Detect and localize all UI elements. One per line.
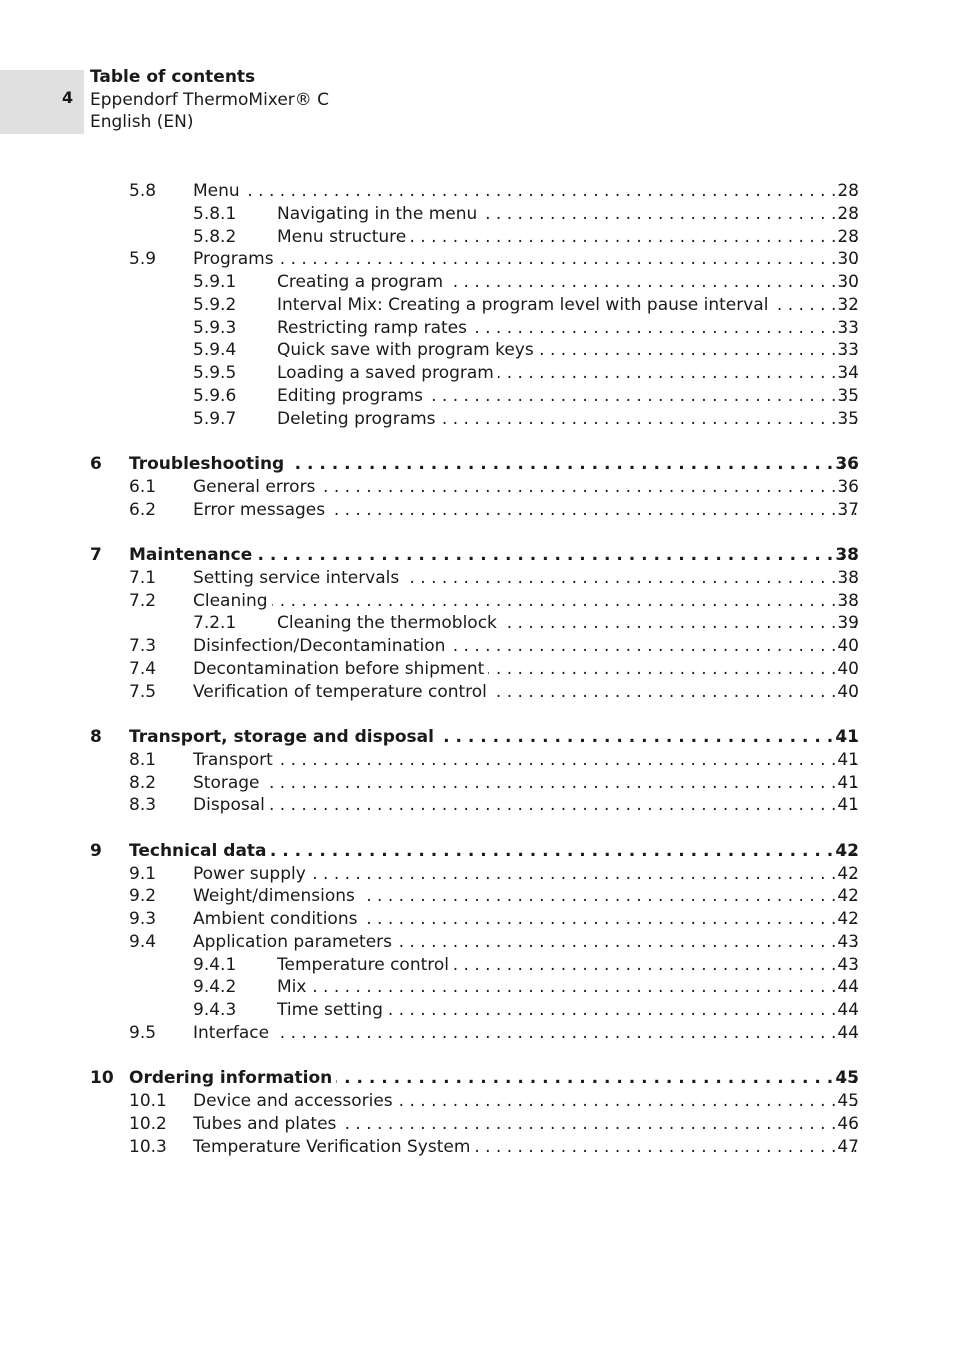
toc-entry-title: Interface — [193, 1022, 270, 1043]
toc-entry-page: 45 — [835, 1068, 859, 1089]
toc-entry-title-wrap — [129, 544, 858, 567]
toc-entry-title-wrap — [277, 954, 858, 977]
toc-entry-page: 38 — [837, 590, 859, 611]
toc-entry-page: 46 — [837, 1113, 859, 1134]
toc-entry-title: Application parameters — [193, 931, 392, 952]
toc-entry-number: 6 — [90, 454, 102, 474]
toc-entry-page: 42 — [837, 863, 859, 884]
toc-entry-title-wrap — [193, 772, 858, 795]
toc-entry-page: 33 — [837, 340, 859, 361]
toc-entry-title-wrap — [193, 476, 858, 499]
toc-entry-page: 41 — [837, 772, 859, 793]
toc-leader-dots — [272, 590, 858, 613]
toc-entry-title-wrap — [129, 453, 858, 476]
toc-entry-title-wrap — [277, 385, 858, 408]
toc-entry-title-wrap — [129, 726, 858, 749]
toc-entry-title-wrap — [277, 612, 858, 635]
toc-entry-number: 8.1 — [129, 749, 157, 770]
toc-entry-number: 6.1 — [129, 476, 157, 497]
toc-entry-title-wrap — [277, 976, 858, 999]
toc-entry-title-wrap — [129, 1067, 858, 1090]
toc-entry[interactable] — [0, 385, 954, 408]
running-header — [90, 66, 329, 134]
toc-entry-page: 43 — [837, 931, 859, 952]
toc-entry[interactable] — [0, 749, 954, 772]
toc-entry-title: Verification of temperature control — [193, 681, 487, 702]
toc-entry-title: Error messages — [193, 499, 326, 520]
toc-entry-title: Device and accessories — [193, 1091, 393, 1111]
toc-entry-number: 9.4.1 — [193, 954, 237, 975]
toc-entry-page: 44 — [837, 977, 859, 998]
toc-leader-dots — [453, 954, 858, 977]
toc-entry-title: Disinfection/Decontamination — [193, 636, 446, 656]
toc-entry-title-wrap — [193, 499, 858, 522]
toc-entry-title: Menu — [193, 181, 240, 201]
toc-entry-page: 38 — [835, 545, 859, 565]
toc-entry-page: 39 — [837, 613, 859, 634]
toc-leader-dots — [387, 999, 858, 1022]
toc-leader-dots — [449, 635, 858, 658]
toc-entry-number: 7.5 — [129, 681, 157, 702]
toc-entry-title: Transport, storage and disposal — [129, 727, 434, 747]
toc-entry-title: Decontamination before shipment — [193, 658, 485, 679]
toc-entry-number: 9.4 — [129, 931, 157, 952]
toc-entry-number: 5.9.3 — [193, 317, 237, 338]
toc-leader-dots — [474, 1136, 858, 1159]
toc-entry-page: 38 — [837, 567, 859, 588]
toc-entry-title: Navigating in the menu — [277, 203, 478, 224]
toc-entry-number: 10.3 — [129, 1136, 167, 1157]
toc-entry-title-wrap — [193, 658, 858, 681]
toc-entry-title-wrap — [277, 294, 858, 317]
toc-entry[interactable] — [0, 567, 954, 590]
toc-entry-number: 10.1 — [129, 1091, 167, 1111]
toc-entry-number: 5.9 — [129, 249, 157, 270]
toc-entry-page: 28 — [837, 203, 859, 224]
toc-entry-page: 33 — [837, 317, 859, 338]
toc-entry-page: 37 — [837, 499, 859, 520]
toc-leader-dots — [269, 794, 858, 817]
toc-entry-title: Temperature Verification System — [193, 1136, 471, 1157]
toc-entry-title: Troubleshooting — [129, 454, 285, 474]
toc-entry-title-wrap — [193, 248, 858, 271]
toc-entry-number: 7.4 — [129, 658, 157, 679]
toc-entry-number: 9.1 — [129, 863, 157, 884]
toc-entry-number: 9.4.2 — [193, 977, 237, 998]
toc-entry-title: Menu structure — [277, 226, 407, 247]
toc-entry-page: 28 — [837, 226, 859, 247]
toc-entry[interactable] — [0, 294, 954, 317]
toc-entry-page: 34 — [837, 363, 859, 383]
toc-entry-page: 41 — [837, 795, 859, 816]
toc-entry[interactable] — [0, 226, 954, 249]
toc-entry[interactable] — [0, 362, 954, 385]
toc-entry-page: 35 — [837, 408, 859, 429]
toc-entry-title: Transport — [193, 749, 273, 770]
toc-entry-title: Quick save with program keys — [277, 340, 534, 361]
toc-chapter-entry[interactable] — [0, 840, 954, 863]
toc-entry-title: Deleting programs — [277, 408, 436, 429]
toc-entry-title-wrap — [193, 885, 858, 908]
toc-entry-title-wrap — [193, 931, 858, 954]
toc-entry-page: 35 — [837, 385, 859, 406]
toc-entry-number: 9.4.3 — [193, 1000, 237, 1020]
toc-entry-page: 47 — [837, 1136, 859, 1157]
toc-entry-title: Interval Mix: Creating a program level with pause interval — [277, 294, 769, 315]
toc-leader-dots — [319, 476, 858, 499]
toc-entry-number: 5.8 — [129, 181, 157, 201]
toc-entry[interactable] — [0, 203, 954, 226]
toc-leader-dots — [264, 772, 858, 795]
toc-entry-title: Disposal — [193, 795, 265, 816]
toc-entry-title-wrap — [193, 749, 858, 772]
toc-leader-dots — [361, 908, 858, 931]
toc-leader-dots — [244, 180, 858, 203]
toc-leader-dots — [471, 317, 858, 340]
toc-entry-title-wrap — [277, 317, 858, 340]
toc-entry-number: 10 — [90, 1068, 114, 1089]
toc-entry-page: 42 — [835, 840, 859, 861]
product-name: Eppendorf ThermoMixer® C — [90, 89, 330, 110]
toc-leader-dots — [447, 271, 858, 294]
toc-leader-dots — [256, 544, 858, 567]
toc-entry-number: 8 — [90, 727, 102, 747]
toc-leader-dots — [538, 339, 858, 362]
toc-entry-title: Cleaning the thermoblock — [277, 613, 497, 634]
toc-entry-title-wrap — [193, 590, 858, 613]
toc-entry-page: 41 — [837, 749, 859, 770]
toc-entry-title: Mix — [277, 977, 307, 998]
toc-entry-title: Restricting ramp rates — [277, 317, 467, 338]
toc-entry-page: 32 — [837, 294, 859, 315]
toc-entry-number: 9.5 — [129, 1022, 157, 1043]
toc-chapter-entry[interactable] — [0, 1067, 954, 1090]
toc-entry-page: 42 — [837, 886, 859, 907]
toc-entry-number: 5.9.6 — [193, 385, 237, 406]
toc-entry[interactable] — [0, 317, 954, 340]
toc-entry-title-wrap — [277, 271, 858, 294]
toc-entry-title-wrap — [277, 408, 858, 431]
toc-entry-title-wrap — [193, 1022, 858, 1045]
toc-entry-number: 9.3 — [129, 909, 157, 929]
toc-entry[interactable] — [0, 976, 954, 999]
toc-entry-page: 43 — [837, 954, 859, 975]
toc-leader-dots — [288, 453, 858, 476]
toc-leader-dots — [427, 385, 858, 408]
toc-entry-number: 5.9.5 — [193, 363, 237, 383]
toc-entry[interactable] — [0, 612, 954, 635]
toc-entry[interactable] — [0, 954, 954, 977]
toc-entry[interactable] — [0, 772, 954, 795]
toc-entry-title: Programs — [193, 249, 274, 270]
toc-entry-title-wrap — [193, 863, 858, 886]
toc-entry-number: 5.9.7 — [193, 408, 237, 429]
toc-entry[interactable] — [0, 1022, 954, 1045]
toc-entry-title-wrap — [193, 1090, 858, 1113]
toc-entry[interactable] — [0, 476, 954, 499]
toc-entry[interactable] — [0, 499, 954, 522]
toc-entry-title: Technical data — [129, 840, 267, 861]
toc-entry-title: Ambient conditions — [193, 909, 358, 929]
toc-entry[interactable] — [0, 658, 954, 681]
toc-leader-dots — [340, 1113, 858, 1136]
toc-entry-title-wrap — [193, 681, 858, 704]
language-label: English (EN) — [90, 112, 194, 132]
toc-chapter-entry[interactable] — [0, 726, 954, 749]
toc-leader-dots — [329, 499, 858, 522]
toc-entry[interactable] — [0, 1090, 954, 1113]
toc-leader-dots — [481, 203, 858, 226]
toc-leader-dots — [273, 1022, 858, 1045]
toc-entry-number: 8.3 — [129, 795, 157, 816]
toc-leader-dots — [438, 726, 858, 749]
toc-entry-page: 30 — [837, 272, 859, 292]
toc-entry[interactable] — [0, 681, 954, 704]
toc-entry[interactable] — [0, 931, 954, 954]
toc-entry-page: 40 — [837, 681, 859, 702]
toc-leader-dots — [271, 840, 858, 863]
toc-entry-title: Power supply — [193, 863, 306, 884]
toc-entry-number: 7.1 — [129, 567, 157, 588]
toc-entry[interactable] — [0, 271, 954, 294]
toc-entry-title-wrap — [193, 635, 858, 658]
toc-entry-title-wrap — [277, 362, 858, 385]
toc-entry-title: Loading a saved program — [277, 363, 494, 383]
toc-entry-page: 42 — [837, 909, 859, 929]
toc-entry-title-wrap — [193, 794, 858, 817]
toc-entry-title: General errors — [193, 476, 316, 497]
toc-entry-number: 7.3 — [129, 636, 157, 656]
toc-entry-title-wrap — [277, 203, 858, 226]
table-of-contents — [0, 180, 954, 1158]
toc-entry-number: 10.2 — [129, 1113, 167, 1134]
toc-entry[interactable] — [0, 885, 954, 908]
toc-entry-title-wrap — [193, 1113, 858, 1136]
toc-entry[interactable] — [0, 863, 954, 886]
toc-leader-dots — [410, 226, 858, 249]
toc-leader-dots — [396, 931, 858, 954]
toc-entry[interactable] — [0, 635, 954, 658]
toc-entry-title-wrap — [193, 1136, 858, 1159]
toc-leader-dots — [359, 885, 858, 908]
toc-entry-page: 40 — [837, 636, 859, 656]
toc-chapter-entry[interactable] — [0, 544, 954, 567]
toc-entry-title: Editing programs — [277, 385, 424, 406]
toc-entry-title: Tubes and plates — [193, 1113, 337, 1134]
toc-entry-number: 7.2.1 — [193, 613, 237, 634]
toc-leader-dots — [501, 612, 858, 635]
toc-entry-title-wrap — [193, 180, 858, 203]
toc-entry[interactable] — [0, 590, 954, 613]
toc-leader-dots — [491, 681, 858, 704]
toc-entry-number: 7 — [90, 545, 102, 565]
toc-leader-dots — [310, 863, 858, 886]
toc-entry-page: 40 — [837, 658, 859, 679]
toc-entry-page: 36 — [835, 454, 859, 474]
toc-entry-number: 5.9.2 — [193, 294, 237, 315]
toc-chapter-entry[interactable] — [0, 453, 954, 476]
toc-entry-title-wrap — [277, 339, 858, 362]
toc-entry[interactable] — [0, 339, 954, 362]
toc-entry-title-wrap — [277, 226, 858, 249]
toc-entry-title: Time setting — [277, 1000, 383, 1020]
toc-entry[interactable] — [0, 248, 954, 271]
toc-leader-dots — [278, 248, 858, 271]
toc-entry-page: 30 — [837, 249, 859, 270]
page-number: 4 — [62, 88, 74, 107]
toc-entry-page: 45 — [837, 1091, 859, 1111]
toc-entry[interactable] — [0, 408, 954, 431]
toc-entry-title: Storage — [193, 772, 260, 793]
toc-entry-number: 5.8.1 — [193, 203, 237, 224]
toc-entry-title-wrap — [193, 908, 858, 931]
toc-entry-page: 44 — [837, 1000, 859, 1020]
toc-entry[interactable] — [0, 794, 954, 817]
toc-entry-number: 5.9.1 — [193, 272, 237, 292]
toc-entry-title-wrap — [129, 840, 858, 863]
toc-leader-dots — [440, 408, 858, 431]
toc-leader-dots — [397, 1090, 858, 1113]
toc-leader-dots — [403, 567, 858, 590]
toc-entry[interactable] — [0, 1136, 954, 1159]
toc-entry-number: 9.2 — [129, 886, 157, 907]
toc-entry-title-wrap — [193, 567, 858, 590]
toc-entry[interactable] — [0, 999, 954, 1022]
toc-leader-dots — [336, 1067, 858, 1090]
section-title: Table of contents — [90, 67, 256, 87]
toc-entry-title: Weight/dimensions — [193, 886, 355, 907]
toc-entry-page: 28 — [837, 181, 859, 201]
toc-entry-page: 41 — [835, 727, 859, 747]
toc-entry[interactable] — [0, 908, 954, 931]
toc-entry-title: Creating a program — [277, 272, 444, 292]
toc-entry-title: Temperature control — [277, 954, 450, 975]
toc-leader-dots — [498, 362, 858, 385]
toc-entry[interactable] — [0, 1113, 954, 1136]
toc-entry[interactable] — [0, 180, 954, 203]
toc-entry-title: Cleaning — [193, 590, 268, 611]
toc-entry-title: Maintenance — [129, 545, 253, 565]
toc-entry-title: Setting service intervals — [193, 567, 400, 588]
toc-leader-dots — [488, 658, 858, 681]
toc-leader-dots — [310, 976, 858, 999]
toc-entry-number: 5.9.4 — [193, 340, 237, 361]
toc-entry-title-wrap — [277, 999, 858, 1022]
toc-entry-number: 5.8.2 — [193, 226, 237, 247]
toc-entry-title: Ordering information — [129, 1068, 333, 1089]
toc-entry-number: 7.2 — [129, 590, 157, 611]
toc-entry-page: 44 — [837, 1022, 859, 1043]
toc-entry-page: 36 — [837, 476, 859, 497]
toc-entry-number: 6.2 — [129, 499, 157, 520]
toc-leader-dots — [277, 749, 858, 772]
toc-entry-number: 9 — [90, 840, 102, 861]
toc-entry-number: 8.2 — [129, 772, 157, 793]
